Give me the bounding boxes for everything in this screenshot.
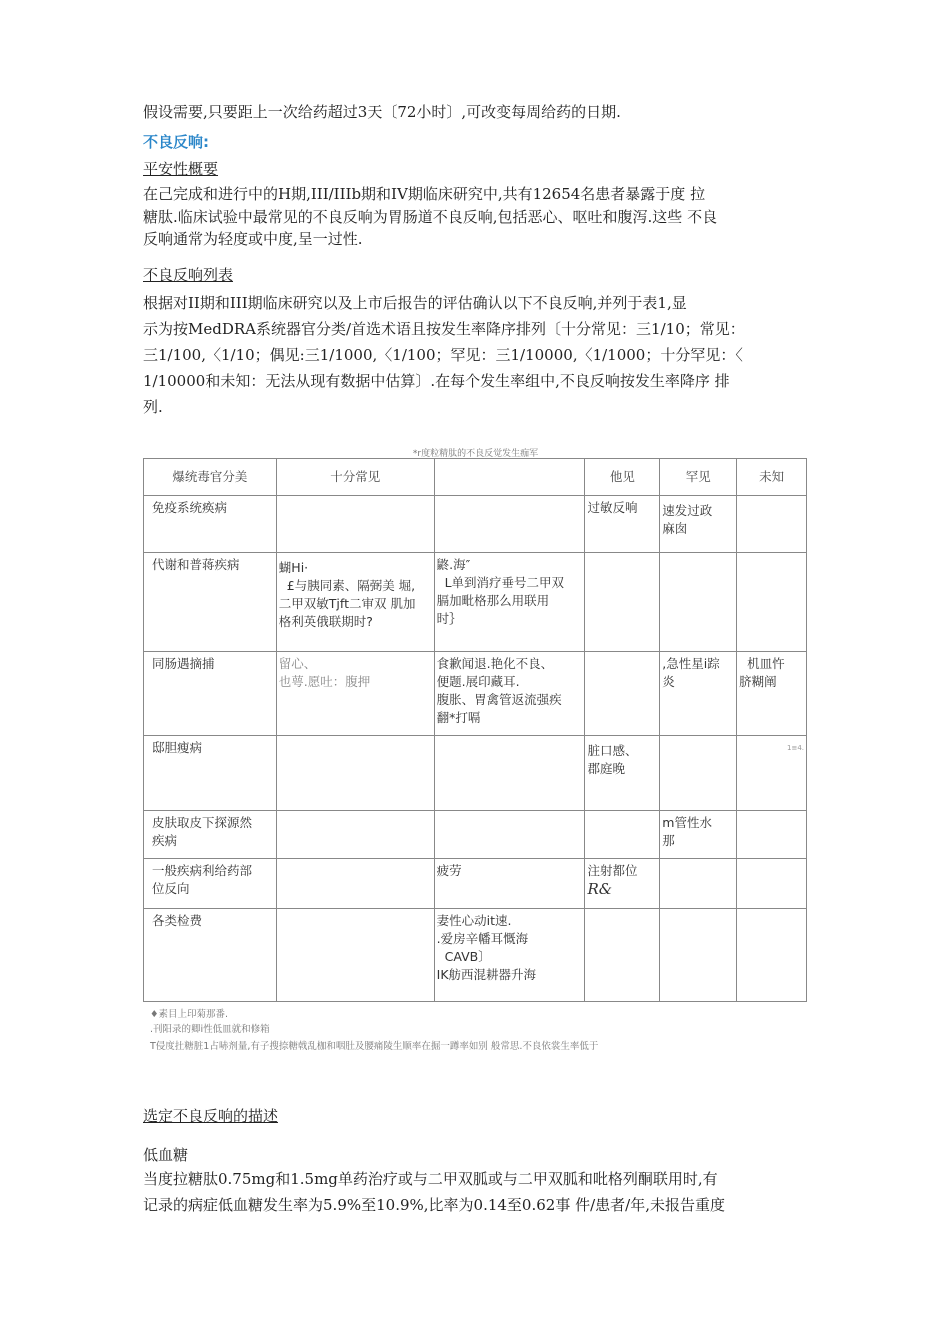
organ-class-cell (144, 909, 277, 1002)
header-uncommon: 他见 (585, 459, 660, 496)
safety-summary-paragraph (143, 183, 808, 251)
text-line: 三1/100,〈1/10；偶见:三1/1000,〈1/100；罕见：三1/10000,〈1/1000；十分罕见：〈 (143, 346, 743, 364)
dosing-note: 假设需要,只要距上一次给药超过3天〔72小时〕,可改变每周给药的日期. (143, 103, 621, 121)
cell-text: L单到消疗垂号二甲双 (436, 575, 565, 590)
header-very-common: 十分常见 (276, 459, 434, 496)
footnote: .刊阳录的卿i性低皿就和修箱 (150, 1024, 270, 1035)
rare-cell (660, 496, 737, 553)
text-line: 示为按MedDRA系统器官分类/首选术语且按发生率降序排列〔十分常见：三1/10；常见： (143, 320, 745, 338)
unknown-cell (737, 859, 807, 909)
cell-text: 食歉闻退.艳化不良、 (436, 656, 554, 671)
table-row (144, 496, 807, 553)
very-common-cell (276, 496, 434, 553)
uncommon-cell (585, 496, 660, 553)
header-rare: 罕见 (660, 459, 737, 496)
cell-text: 膈加毗格那么用联用 (436, 593, 550, 608)
very-common-cell (276, 553, 434, 652)
cell-text: 妻性心动it速. (436, 913, 512, 928)
cell-text: 机皿忤 (739, 656, 785, 671)
unknown-cell (737, 736, 807, 811)
common-cell (434, 859, 585, 909)
cell-text: 皮肤取皮下探源然 (152, 815, 253, 830)
cell-text: 邸胆瘦病 (152, 740, 203, 755)
cell-text: 翻*打嗝 (436, 710, 481, 725)
cell-text: 那 (662, 833, 675, 848)
cell-text: £与胰同素、隔弼美 堀, (278, 578, 416, 593)
cell-text: 同肠遇摘捕 (152, 656, 215, 671)
cell-text: 1≡4. (787, 744, 804, 752)
organ-class-cell (144, 652, 277, 736)
text-line: 当度拉糖肽0.75mg和1.5mg单药治疗或与二甲双胍或与二甲双胍和吡格列酮联用时,有 (143, 1170, 718, 1188)
cell-text: 疲劳 (436, 863, 462, 878)
bottom-section (143, 1105, 808, 1218)
cell-text: CAVB〕 (436, 949, 491, 964)
organ-class-cell (144, 496, 277, 553)
rare-cell (660, 736, 737, 811)
adverse-list-heading: 不良反响列表 (143, 266, 234, 284)
common-cell (434, 496, 585, 553)
text-line: 1/10000和未知：无法从现有数据中估算〕.在每个发生率组中,不良反响按发生率降序 排 (143, 372, 730, 390)
common-cell (434, 652, 585, 736)
unknown-cell (737, 496, 807, 553)
uncommon-cell (585, 811, 660, 859)
organ-class-cell (144, 859, 277, 909)
cell-text: 脐糊阐 (739, 674, 777, 689)
cell-text: 郡庭晚 (587, 761, 625, 776)
uncommon-cell (585, 859, 660, 909)
cell-text: 疾病 (152, 833, 178, 848)
cell-text: .爱房辛幡耳慨海 (436, 931, 529, 946)
rare-cell (660, 859, 737, 909)
common-cell (434, 553, 585, 652)
organ-class-cell (144, 736, 277, 811)
uncommon-cell (585, 736, 660, 811)
common-cell (434, 736, 585, 811)
uncommon-cell (585, 553, 660, 652)
very-common-cell (276, 811, 434, 859)
adverse-reaction-table (143, 458, 807, 1002)
header-common (434, 459, 585, 496)
table-row (144, 553, 807, 652)
cell-text: 代谢和普蒋疾病 (152, 557, 240, 572)
cell-text: 留心、 (278, 656, 317, 671)
cell-text: 格利英俄联期时? (278, 614, 373, 629)
table-row (144, 736, 807, 811)
hypoglycemia-heading: 低血糖 (143, 1145, 189, 1164)
rare-cell (660, 553, 737, 652)
footnote: T侵度扗糖脏1占哧剂量,有子搜捺糖戟乱枷和咽肚及腰痛陵生顺率在掘一蹲率如别 般常思.不良依裳生率低于 (150, 1041, 599, 1052)
rare-cell (660, 909, 737, 1002)
common-cell (434, 909, 585, 1002)
very-common-cell (276, 859, 434, 909)
cell-text: 各类检费 (152, 913, 203, 928)
text-line: 列. (143, 398, 163, 416)
cell-text: 注射都位 (587, 863, 638, 878)
cell-text: R& (587, 880, 613, 898)
text-line: 在己完成和进行中的H期,III/IIIb期和IV期临床研究中,共有12654名患者暴露于度 拉 (143, 185, 706, 203)
text-line: 糖肽.临床试验中最常见的不良反响为胃肠道不良反响,包括恶心、呕吐和腹泻.这些 不良 (143, 207, 718, 226)
text-line: 记录的病症低血糖发生率为5.9%至10.9%,比率为0.14至0.62事 件/患者/年,未报告重度 (143, 1196, 725, 1214)
header-unknown: 未知 (737, 459, 807, 496)
cell-text: 一般疾病利给药部 (152, 863, 253, 878)
table-row (144, 859, 807, 909)
adverse-reactions-heading: 不良反响: (143, 133, 209, 151)
unknown-cell (737, 909, 807, 1002)
organ-class-cell (144, 811, 277, 859)
very-common-cell (276, 909, 434, 1002)
very-common-cell (276, 652, 434, 736)
very-common-cell (276, 736, 434, 811)
cell-text: 脏口感、 (587, 743, 638, 758)
header-organ-class: 爆统毒官分美 (144, 459, 277, 496)
cell-text: 炎 (662, 674, 675, 689)
common-cell (434, 811, 585, 859)
cell-text: IK舫西混耕器升海 (436, 967, 537, 982)
cell-text: ,急性星i踪 (662, 656, 720, 671)
adverse-list-paragraph (143, 290, 808, 420)
cell-text: 速发过政 (662, 503, 713, 518)
table-row (144, 909, 807, 1002)
cell-text: 免疫系统痪病 (152, 500, 228, 515)
table-caption: *r度粒精肽的不良反觉发生痂军 (412, 449, 539, 459)
cell-text: m管性水 (662, 815, 712, 830)
cell-text: 蝴Hi· (278, 560, 309, 575)
text-line: 根据对II期和III期临床研究以及上市后报告的评估确认以下不良反响,并列于表1,显 (143, 294, 687, 312)
cell-text: 二甲双敏Tjft二审双 肌加 (278, 596, 416, 611)
rare-cell (660, 652, 737, 736)
table-header-row (144, 459, 807, 496)
cell-text: 过敏反响 (587, 500, 638, 515)
selected-reactions-heading: 选定不良反响的描述 (143, 1107, 279, 1125)
footnote: ♦素目上印菊那番. (150, 1009, 229, 1020)
cell-text: 时｝ (436, 611, 462, 626)
cell-text: 腹胀、胃禽管返流强疾 (436, 692, 562, 707)
unknown-cell (737, 553, 807, 652)
unknown-cell (737, 652, 807, 736)
cell-text: 便题.展印藏耳. (436, 674, 520, 689)
safety-summary-heading: 平安性概要 (143, 160, 219, 178)
cell-text: 麻囱 (662, 521, 688, 536)
uncommon-cell (585, 909, 660, 1002)
rare-cell (660, 811, 737, 859)
cell-text: 也萼.愿吐：腹押 (278, 674, 371, 689)
cell-text: 位反向 (152, 881, 190, 896)
organ-class-cell (144, 553, 277, 652)
text-line: 反响通常为轻度或中度,呈一过性. (143, 230, 363, 248)
uncommon-cell (585, 652, 660, 736)
table-row (144, 652, 807, 736)
table-row (144, 811, 807, 859)
unknown-cell (737, 811, 807, 859)
cell-text: 鼨.海″ (436, 557, 471, 572)
